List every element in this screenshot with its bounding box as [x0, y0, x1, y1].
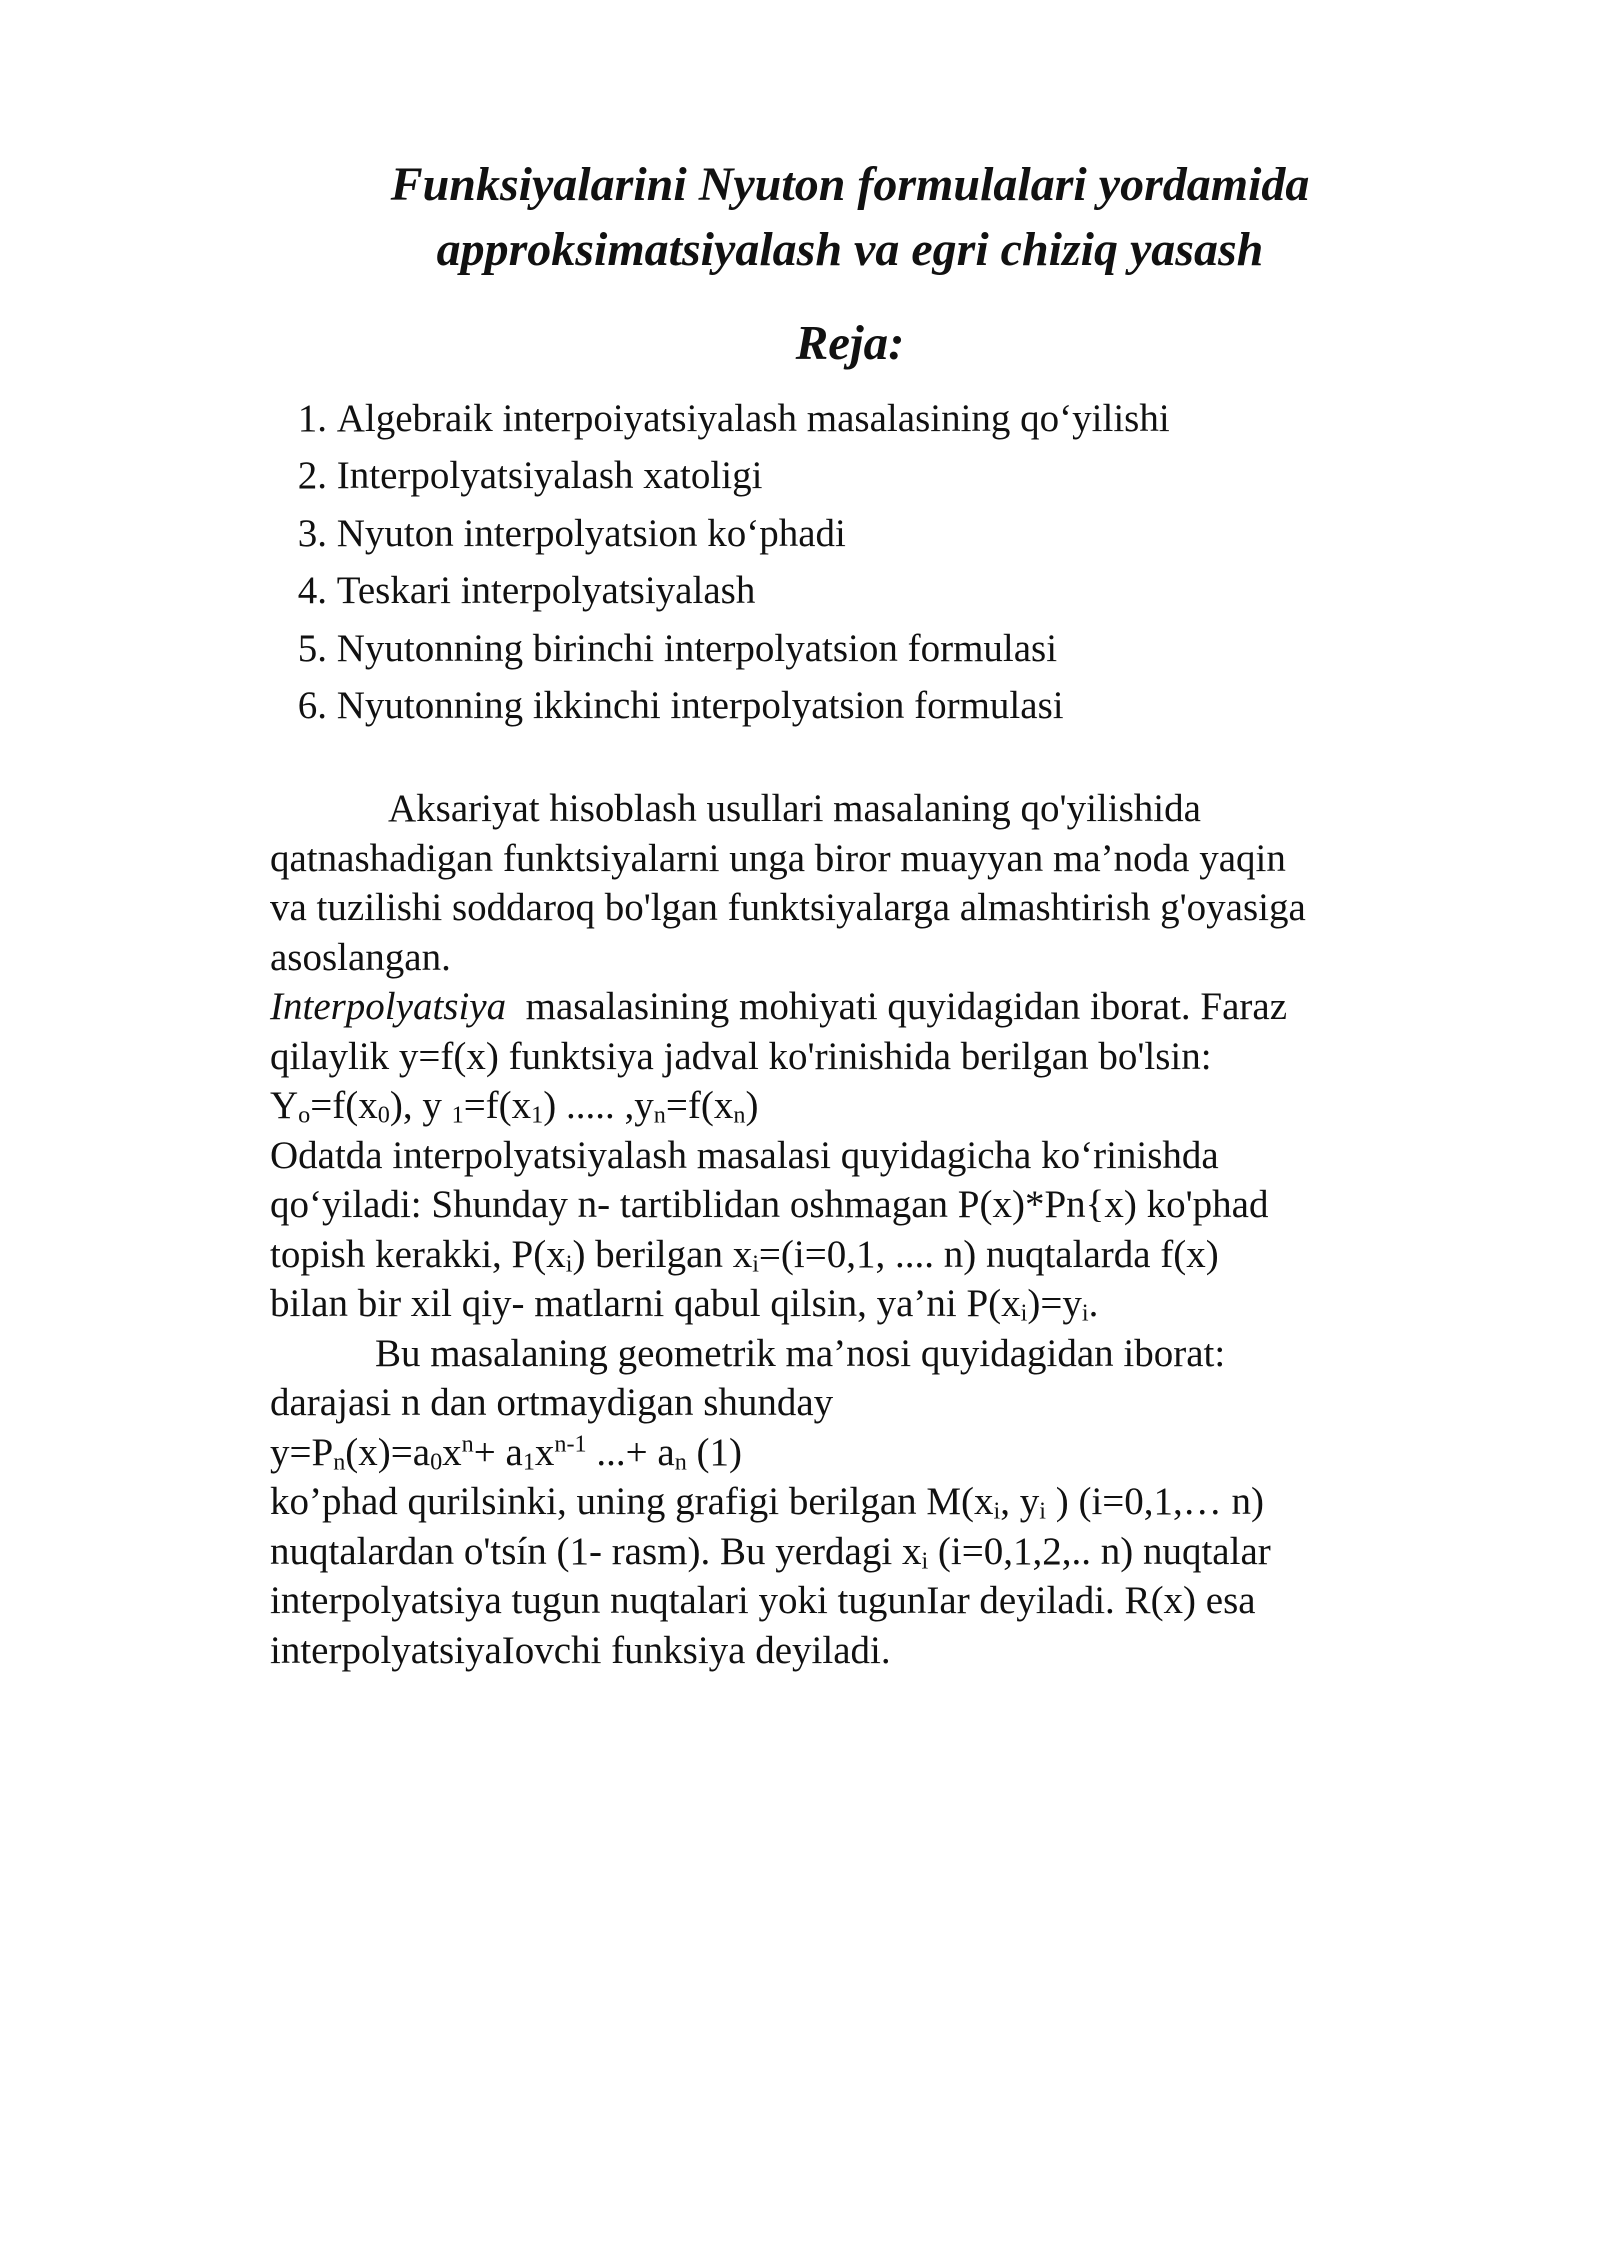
plan-item-text: Interpolyatsiyalash xatoligi	[336, 454, 763, 498]
paragraph-text: masalasining mohiyati quyidagidan iborat. Faraz	[525, 985, 1288, 1028]
plan-item	[270, 390, 1170, 447]
paragraph-text: ) berilgan x	[572, 1232, 753, 1276]
eq-text: x	[442, 1430, 462, 1474]
eq-subscript: n	[333, 1447, 346, 1475]
equation-line	[270, 1428, 1500, 1478]
plan-item-text: Teskari interpolyatsiyalash	[336, 569, 756, 613]
plan-item-text: Algebraik interpoiyatsiyalash masalasining qo‘yilishi	[336, 397, 1170, 440]
eq-subscript: 1	[522, 1447, 535, 1475]
eq-text: x	[534, 1430, 555, 1474]
eq-text: =f(x	[463, 1084, 532, 1127]
eq-subscript: 0	[430, 1447, 443, 1475]
paragraph-text: bilan bir xil qiy- matlarni qabul qilsin, ya’ni P(x	[270, 1282, 1021, 1325]
eq-subscript: 0	[377, 1101, 390, 1129]
paragraph-line: darajasi n dan ortmaydigan shunday	[270, 1381, 834, 1424]
paragraph-line: Bu masalaning geometrik ma’nosi quyidagidan iborat:	[375, 1331, 1226, 1375]
plan-item	[270, 562, 1170, 619]
plan-item	[270, 447, 1170, 504]
body-text	[270, 784, 1500, 1675]
eq-subscript: i	[565, 1249, 573, 1277]
paragraph-line: asoslangan.	[270, 935, 451, 979]
paragraph-text: , y	[1000, 1480, 1040, 1523]
eq-subscript: i	[921, 1546, 929, 1574]
term-interpolyatsiya: Interpolyatsiya	[270, 985, 507, 1028]
paragraph-line: interpolyatsiya tugun nuqtalari yoki tugunIar deyiladi. R(x) esa	[270, 1579, 1256, 1622]
plan-heading: Reja:	[795, 315, 905, 370]
title-line-1: Funksiyalarini Nyuton formulalari yordamida	[390, 158, 1310, 211]
paragraph-text: =(i=0,1, .... n) nuqtalarda f(x)	[758, 1232, 1219, 1276]
paragraph-line: Odatda interpolyatsiyalash masalasi quyidagicha ko‘rinishda	[270, 1133, 1219, 1177]
eq-text: ...+ a	[586, 1430, 675, 1474]
plan-item-number: 3.	[297, 511, 327, 555]
paragraph-line: qo‘yiladi: Shunday n- tartiblidan oshmagan P(x)*Pn{x) ko'phad	[270, 1183, 1269, 1226]
eq-subscript: i	[1081, 1299, 1089, 1327]
title-line-2: approksimatsiyalash va egri chiziq yasash	[436, 223, 1264, 276]
eq-text: )	[745, 1084, 759, 1127]
plan-item-number: 1.	[297, 397, 327, 440]
plan-item-number: 5.	[297, 626, 327, 670]
paragraph-text: )=y	[1027, 1282, 1082, 1325]
paragraph-text: nuqtalardan o'tsín (1- rasm). Bu yerdagi x	[270, 1529, 922, 1573]
eq-superscript: n-1	[554, 1430, 587, 1458]
eq-subscript: n	[733, 1101, 746, 1129]
eq-subscript: o	[298, 1101, 311, 1129]
eq-subscript: i	[1039, 1497, 1046, 1525]
plan-item-number: 6.	[297, 683, 327, 727]
plan-item-number: 2.	[297, 454, 327, 498]
plan-item	[270, 620, 1170, 677]
eq-subscript: 1	[451, 1101, 464, 1129]
plan-list	[270, 390, 1170, 734]
paragraph-line	[270, 1230, 1500, 1280]
eq-subscript: 1	[531, 1101, 544, 1129]
paragraph-text: ko’phad qurilsinki, uning grafigi berilgan M(x	[270, 1480, 994, 1523]
paragraph-text: (i=0,1,2,.. n) nuqtalar	[928, 1529, 1271, 1573]
plan-item-text: Nyutonning ikkinchi interpolyatsion formulasi	[336, 683, 1064, 727]
eq-text: =f(x	[310, 1084, 378, 1127]
paragraph-line	[270, 982, 1500, 1032]
eq-superscript: n	[461, 1430, 474, 1458]
paragraph-line: interpolyatsiyaIovchi funksiya deyiladi.	[270, 1628, 891, 1672]
eq-text: ) ..... ,y	[543, 1084, 654, 1127]
plan-item-text: Nyutonning birinchi interpolyatsion formulasi	[336, 626, 1058, 670]
eq-text: ), y	[389, 1084, 452, 1127]
plan-item-number: 4.	[297, 569, 327, 613]
plan-item	[270, 677, 1170, 734]
plan-item-text: Nyuton interpolyatsion ko‘phadi	[336, 511, 846, 555]
document-title	[300, 152, 1400, 282]
paragraph-line: va tuzilishi soddaroq bo'lgan funktsiyalarga almashtirish g'oyasiga	[270, 886, 1306, 929]
eq-text: y=P	[270, 1430, 334, 1474]
eq-text: (x)=a	[345, 1430, 431, 1474]
paragraph-line	[270, 1527, 1500, 1577]
eq-text: + a	[473, 1430, 523, 1474]
paragraph-line	[270, 1279, 1500, 1329]
eq-subscript: n	[674, 1447, 687, 1475]
paragraph-line: qatnashadigan funktsiyalarni unga biror muayyan ma’noda yaqin	[270, 836, 1286, 880]
paragraph-text: topish kerakki, P(x	[270, 1232, 566, 1276]
paragraph-line: qilaylik y=f(x) funktsiya jadval ko'rinishida berilgan bo'lsin:	[270, 1034, 1212, 1078]
paragraph-line: Aksariyat hisoblash usullari masalaning qo'yilishida	[388, 787, 1201, 830]
eq-text: Y	[270, 1084, 299, 1127]
plan-item	[270, 505, 1170, 562]
eq-subscript: n	[653, 1101, 666, 1129]
eq-subscript: i	[993, 1497, 1001, 1525]
eq-subscript: i	[1020, 1299, 1028, 1327]
eq-text: =f(x	[665, 1084, 734, 1127]
paragraph-text: ) (i=0,1,… n)	[1045, 1480, 1265, 1523]
eq-text: (1)	[686, 1430, 743, 1474]
paragraph-line	[270, 1477, 1500, 1527]
equation-line	[270, 1081, 1500, 1131]
eq-subscript: i	[752, 1249, 759, 1277]
paragraph-text: .	[1088, 1282, 1099, 1325]
